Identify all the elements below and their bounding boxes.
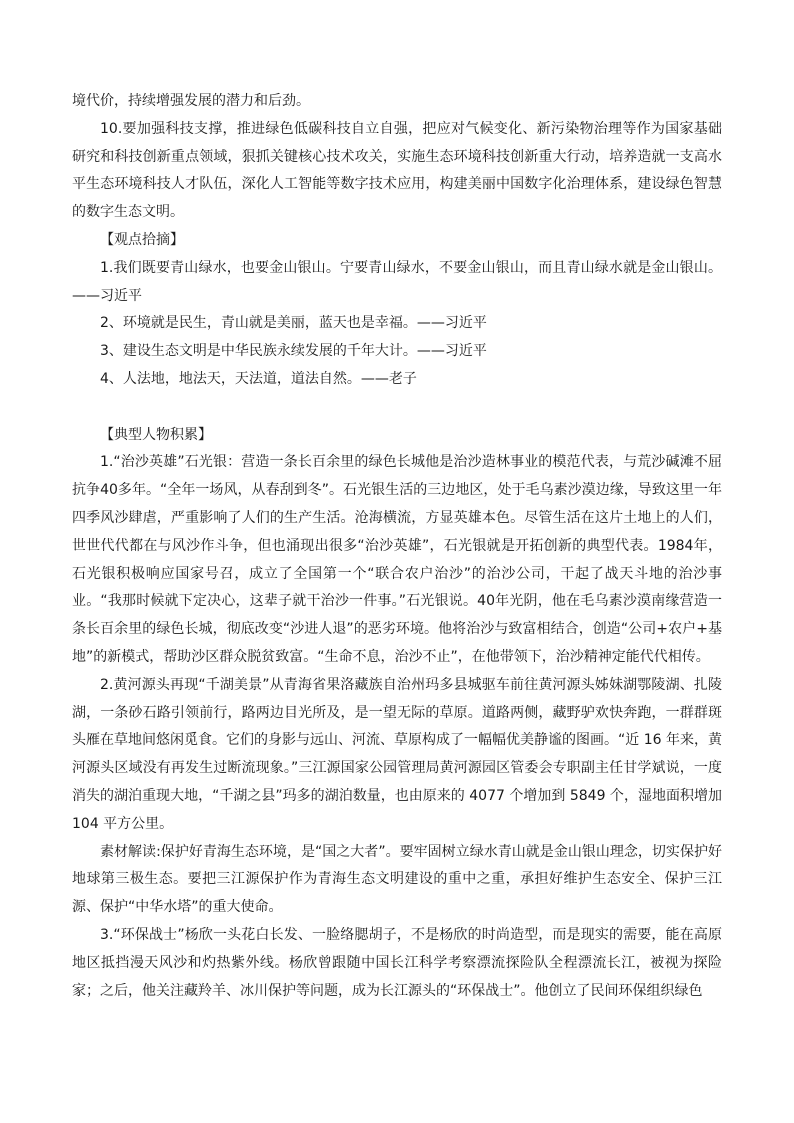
figure-2-yellow-river-source: 2.黄河源头再现“千湖美景”从青海省果洛藏族自治州玛多县城驱车前往黄河源头姊妹湖鄂陵湖、扎陵湖，一条砂石路引领前行，路两边目光所及，是一望无际的草原。道路两侧，藏野驴欢快奔跑，一群群斑头雁在草地间悠闲觅食。它们的身影与远山、河流、草原构成了一幅幅优美静谧的图画。“近 16 年来，黄河源头区域没有再发生过断流现象。”三江源国家公园管理局黄河源园区管委会专职副主任甘学斌说，一度消失的湖泊重现大地，“千湖之县”玛多的湖泊数量，也由原来的 4077 个增加到 5849 个，湿地面积增加 104 平方公里。 xyxy=(72,676,722,832)
viewpoint-3: 3、建设生态文明是中华民族永续发展的千年大计。——习近平 xyxy=(100,343,487,360)
figure-1-shi-guangyin: 1.“治沙英雄”石光银：营造一条长百余里的绿色长城他是治沙造林事业的模范代表，与荒沙碱滩不屈抗争40多年。“全年一场风，从春刮到冬”。石光银生活的三边地区，处于毛乌素沙漠边缘，导致这里一年四季风沙肆虐，严重影响了人们的生产生活。沧海横流，方显英雄本色。尽管生活在这片土地上的人们，世世代代都在与风沙作斗争，但也涌现出很多“治沙英雄”，石光银就是开拓创新的典型代表。1984年，石光银积极响应国家号召，成立了全国第一个“联合农户治沙”的治沙公司，干起了战天斗地的治沙事业。“我那时候就下定决心，这辈子就干治沙一件事。”石光银说。40年光阴，他在毛乌素沙漠南缘营造一条长百余里的绿色长城，彻底改变“沙进人退”的恶劣环境。他将治沙与致富相结合，创造“公司+农户+基地”的新模式，帮助沙区群众脱贫致富。“生命不息，治沙不止”，在他带领下，治沙精神定能代代相传。 xyxy=(72,454,722,665)
viewpoint-1: 1.我们既要青山绿水，也要金山银山。宁要青山绿水，不要金山银山，而且青山绿水就是金山银山。——习近平 xyxy=(72,259,722,304)
material-interpretation: 素材解读:保护好青海生态环境，是“国之大者”。要牢固树立绿水青山就是金山银山理念，切实保护好地球第三极生态。要把三江源保护作为青海生态文明建设的重中之重，承担好维护生态安全、保护三江源、保护“中华水塔”的重大使命。 xyxy=(72,843,722,916)
section-gap xyxy=(72,394,722,422)
continuation-paragraph: 境代价，持续增强发展的潜力和后劲。 xyxy=(72,93,310,109)
figure-3-yang-xin: 3.“环保战士”杨欣一头花白长发、一脸络腮胡子，不是杨欣的时尚造型，而是现实的需要，能在高原地区抵挡漫天风沙和灼热紫外线。杨欣曾跟随中国长江科学考察漂流探险队全程漂流长江，被视为探险家；之后，他关注藏羚羊、冰川保护等问题，成为长江源头的“环保战士”。他创立了民间环保组织绿色 xyxy=(72,926,722,999)
item-10-paragraph: 10.要加强科技支撑，推进绿色低碳科技自立自强，把应对气候变化、新污染物治理等作为国家基础研究和科技创新重点领域，狠抓关键核心技术攻关，实施生态环境科技创新重大行动，培养造就一支高水平生态环境科技人才队伍，深化人工智能等数字技术应用，构建美丽中国数字化治理体系，建设绿色智慧的数字生态文明。 xyxy=(72,120,722,221)
viewpoints-heading: 【观点拾摘】 xyxy=(100,231,184,248)
viewpoint-4: 4、人法地，地法天，天法道，道法自然。——老子 xyxy=(100,370,417,387)
viewpoint-2: 2、环境就是民生，青山就是美丽，蓝天也是幸福。——习近平 xyxy=(100,315,487,332)
document-page xyxy=(72,88,722,1005)
figures-heading: 【典型人物积累】 xyxy=(100,426,212,443)
